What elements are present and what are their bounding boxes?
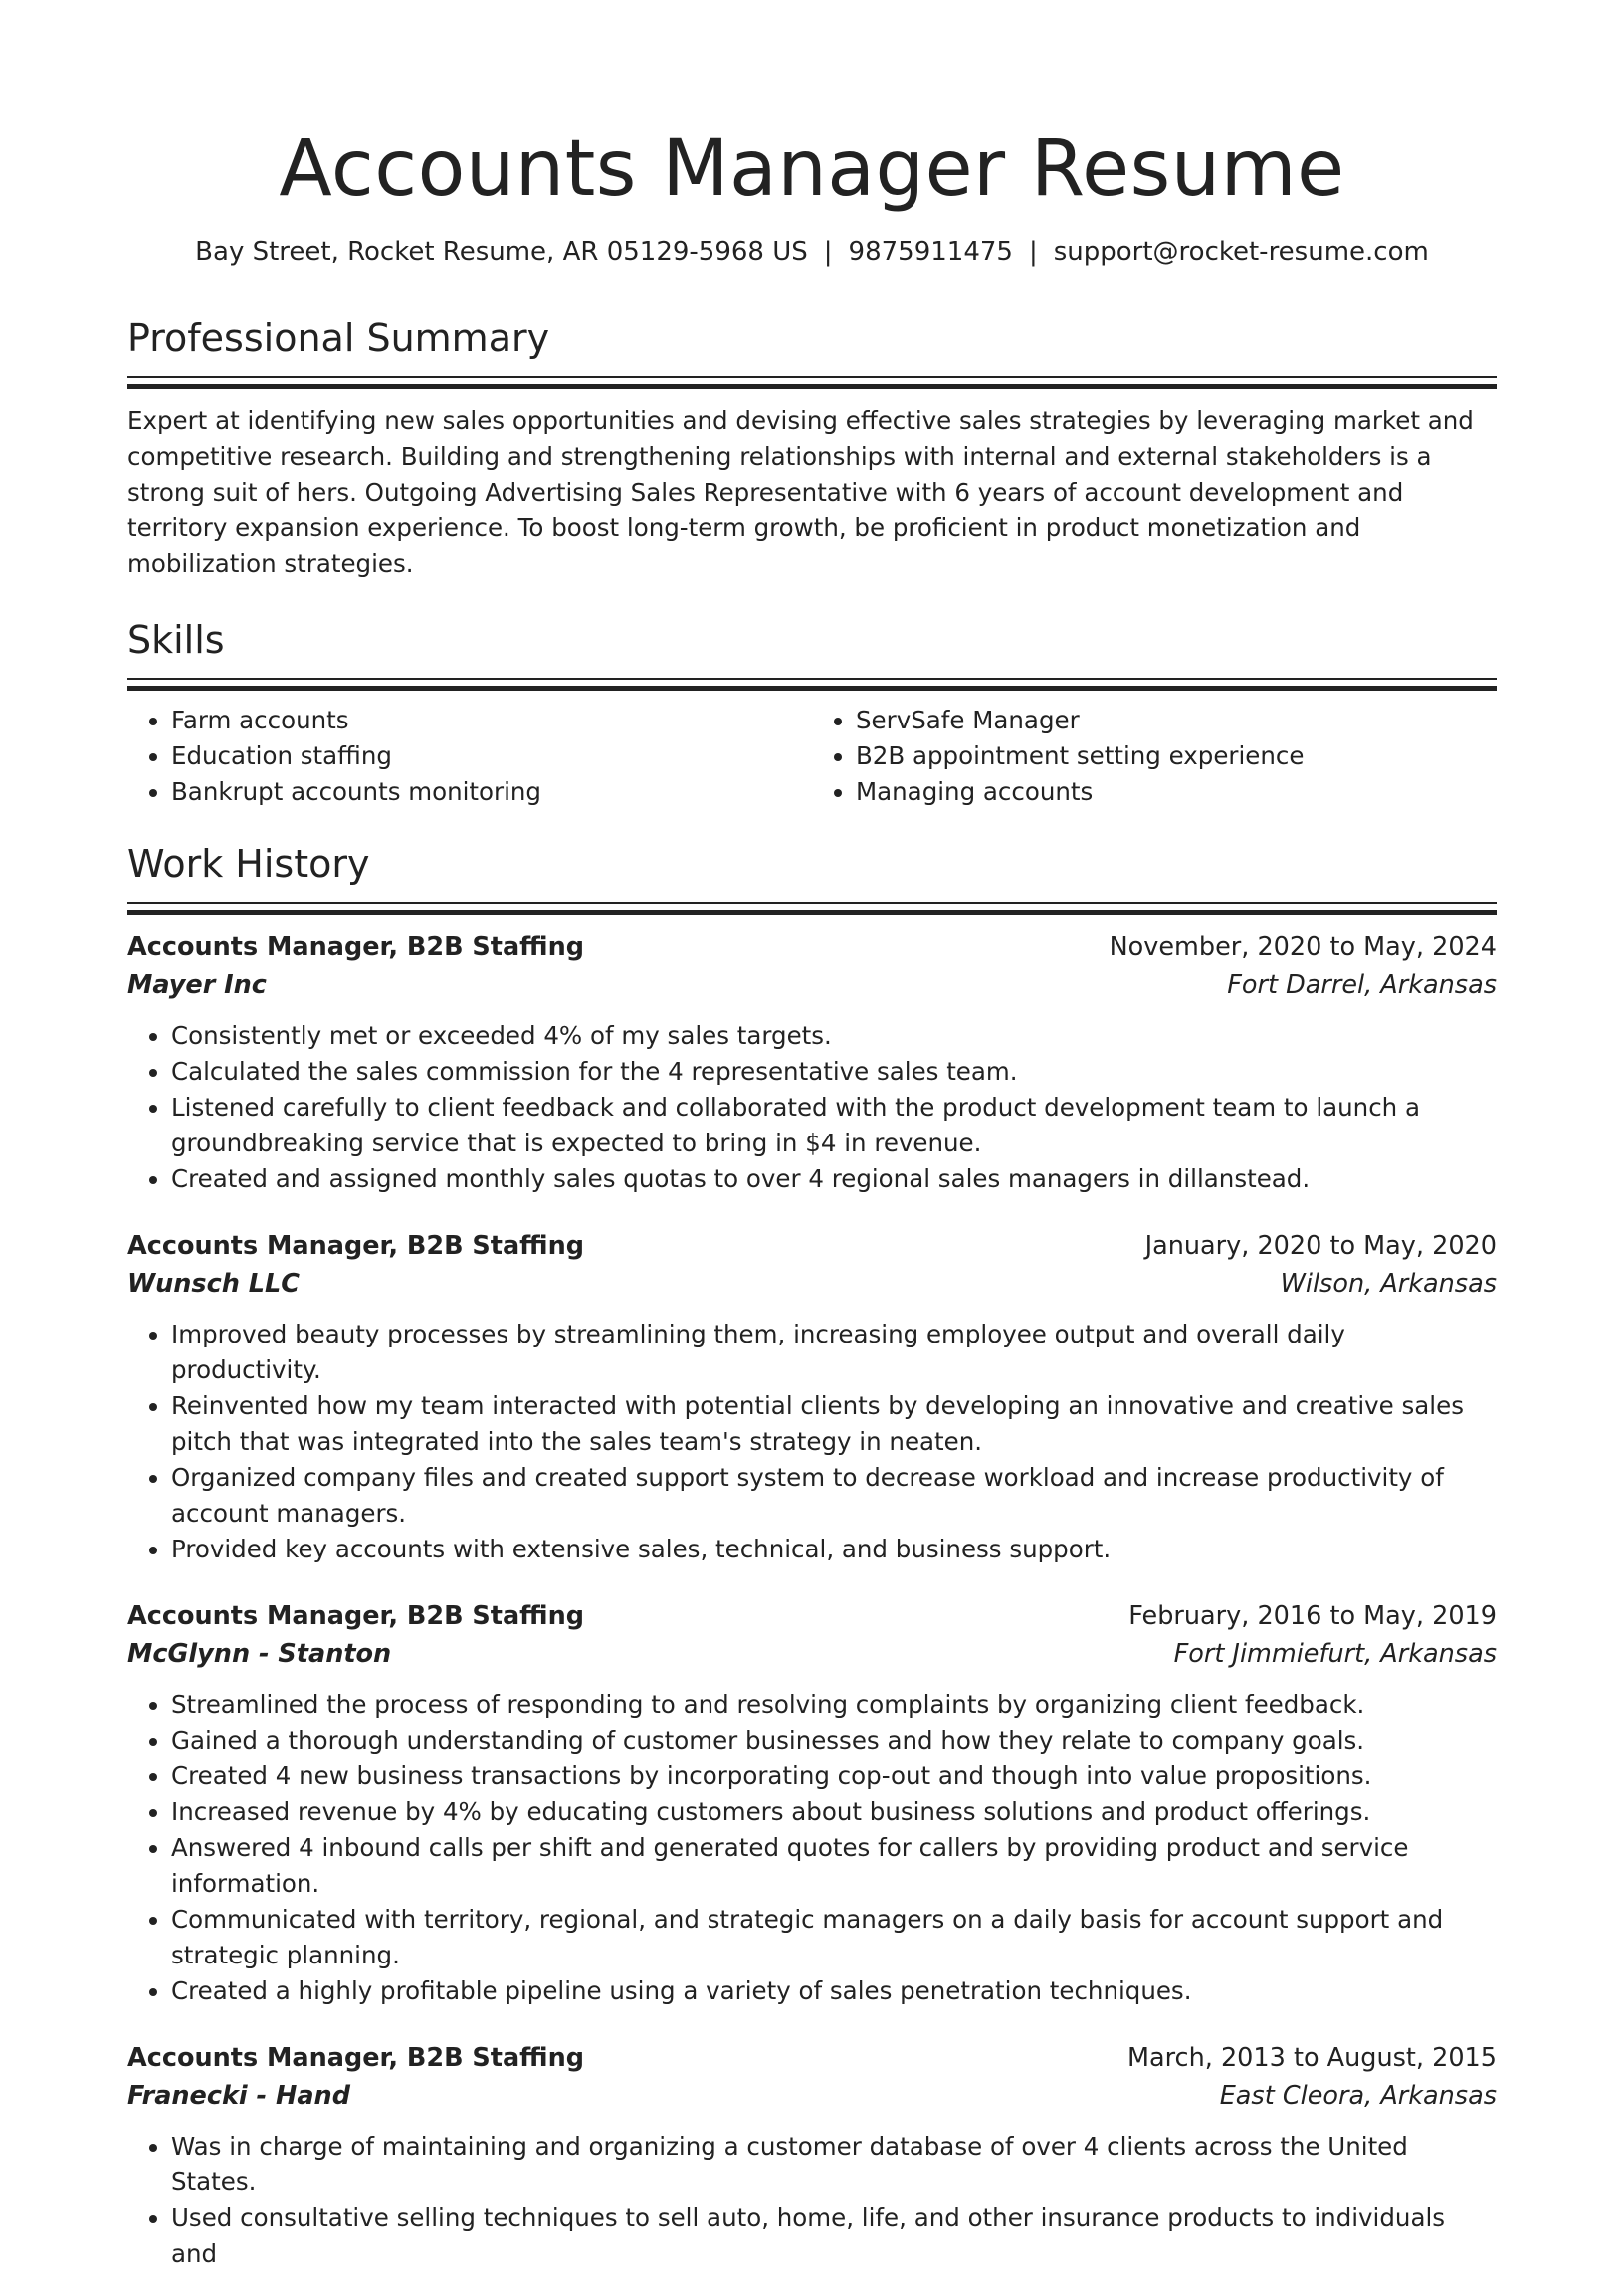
job-dates: March, 2013 to August, 2015 [1127, 2043, 1497, 2073]
job-bullet: • Increased revenue by 4% by educating customers about business solutions and product offerings. [171, 1794, 1497, 1830]
skill-item: • Education staffing [171, 738, 812, 774]
job-location: East Cleora, Arkansas [1219, 2081, 1497, 2111]
job-title: Accounts Manager, B2B Staffing [127, 1601, 585, 1631]
contact-separator: | [1028, 237, 1038, 267]
job-location: Fort Darrel, Arkansas [1227, 970, 1497, 1000]
section-divider [127, 902, 1497, 915]
job-bullet: • Created 4 new business transactions by incorporating cop-out and though into value propositions. [171, 1758, 1497, 1794]
skill-item: • Managing accounts [856, 774, 1497, 810]
job-bullet: • Communicated with territory, regional, and strategic managers on a daily basis for account support and strategic planning. [171, 1902, 1497, 1973]
job-bullet: • Used consultative selling techniques to sell auto, home, life, and other insurance products to individuals and [171, 2200, 1497, 2272]
job-bullet: • Created and assigned monthly sales quotas to over 4 regional sales managers in dillanstead. [171, 1161, 1497, 1197]
skills-column-left [127, 703, 812, 810]
work-history-section [127, 840, 1497, 2272]
job-bullet: • Reinvented how my team interacted with potential clients by developing an innovative and creative sales pitch that was integrated into the sales team's strategy in neaten. [171, 1388, 1497, 1460]
job-bullet: • Created a highly profitable pipeline using a variety of sales penetration techniques. [171, 1973, 1497, 2009]
job-dates: November, 2020 to May, 2024 [1109, 932, 1497, 962]
job-location: Fort Jimmiefurt, Arkansas [1173, 1639, 1497, 1669]
job-title: Accounts Manager, B2B Staffing [127, 932, 585, 962]
job-bullet: • Provided key accounts with extensive sales, technical, and business support. [171, 1532, 1497, 1567]
job-bullets [127, 1317, 1497, 1567]
skills-column-right [812, 703, 1497, 810]
section-heading: Work History [127, 842, 370, 886]
contact-email[interactable]: support@rocket-resume.com [1053, 237, 1429, 267]
job-dates: February, 2016 to May, 2019 [1128, 1601, 1497, 1631]
summary-text: Expert at identifying new sales opportunities and devising effective sales strategies by leveraging market and competitive research. Building and strengthening relationships with internal and external stakeholders is a strong suit of hers. Outgoing Advertising Sales Representative with 6 years of account development and territory expansion experience. To boost long-term growth, be proficient in product monetization and mobilization strategies. [127, 406, 1474, 578]
job-bullet: • Organized company files and created support system to decrease workload and increase productivity of account managers. [171, 1460, 1497, 1532]
section-divider [127, 376, 1497, 389]
job-bullets [127, 1687, 1497, 2009]
section-heading: Professional Summary [127, 316, 550, 360]
contact-line [127, 235, 1497, 269]
contact-phone: 9875911475 [848, 237, 1013, 267]
job-bullet: • Consistently met or exceeded 4% of my sales targets. [171, 1018, 1497, 1054]
job-entry [127, 1597, 1497, 2009]
job-dates: January, 2020 to May, 2020 [1144, 1231, 1497, 1261]
contact-address: Bay Street, Rocket Resume, AR 05129-5968 US [195, 237, 808, 267]
job-bullet: • Was in charge of maintaining and organizing a customer database of over 4 clients across the United States. [171, 2129, 1497, 2200]
skill-item: • ServSafe Manager [856, 703, 1497, 738]
skill-item: • Farm accounts [171, 703, 812, 738]
contact-separator: | [823, 237, 833, 267]
professional-summary-section [127, 314, 1497, 582]
job-bullet: • Gained a thorough understanding of customer businesses and how they relate to company goals. [171, 1723, 1497, 1758]
company-name: Wunsch LLC [127, 1269, 300, 1299]
job-bullet: • Streamlined the process of responding to and resolving complaints by organizing client feedback. [171, 1687, 1497, 1723]
skills-section [127, 616, 1497, 810]
job-title: Accounts Manager, B2B Staffing [127, 1231, 585, 1261]
skill-item: • Bankrupt accounts monitoring [171, 774, 812, 810]
job-bullet: • Listened carefully to client feedback and collaborated with the product development team to launch a groundbreaking service that is expected to bring in $4 in revenue. [171, 1090, 1497, 1161]
job-entry [127, 2039, 1497, 2272]
company-name: McGlynn - Stanton [127, 1639, 392, 1669]
job-bullet: • Improved beauty processes by streamlining them, increasing employee output and overall daily productivity. [171, 1317, 1497, 1388]
job-title: Accounts Manager, B2B Staffing [127, 2043, 585, 2073]
page-title: Accounts Manager Resume [279, 124, 1345, 214]
job-bullets [127, 1018, 1497, 1197]
skills-list [127, 703, 1497, 810]
company-name: Mayer Inc [127, 970, 267, 1000]
job-bullet: • Calculated the sales commission for the 4 representative sales team. [171, 1054, 1497, 1090]
job-bullets [127, 2129, 1497, 2272]
job-entry [127, 1227, 1497, 1567]
job-entry [127, 929, 1497, 1197]
section-divider [127, 678, 1497, 691]
company-name: Franecki - Hand [127, 2081, 350, 2111]
section-heading: Skills [127, 618, 225, 662]
job-location: Wilson, Arkansas [1280, 1269, 1497, 1299]
skill-item: • B2B appointment setting experience [856, 738, 1497, 774]
job-bullet: • Answered 4 inbound calls per shift and generated quotes for callers by providing product and service information. [171, 1830, 1497, 1902]
